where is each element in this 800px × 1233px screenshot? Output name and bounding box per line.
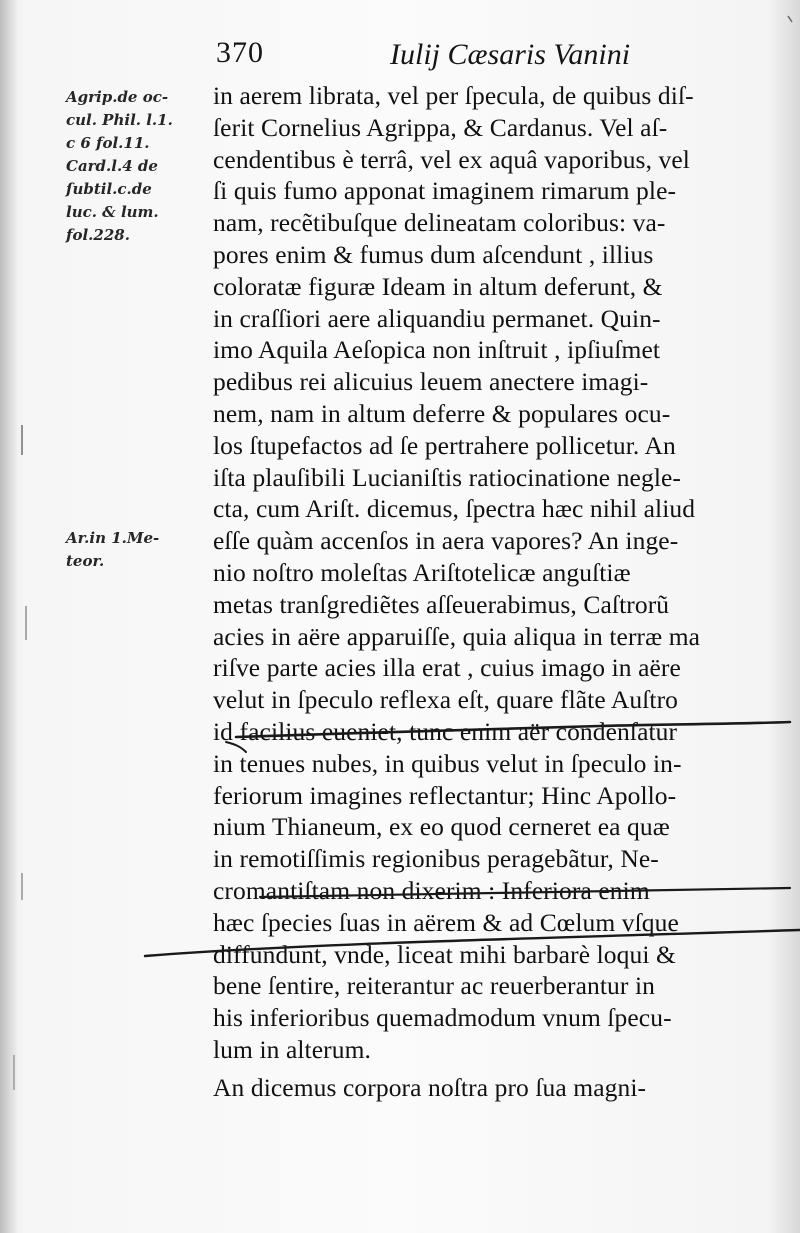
text-line: riſve parte acies illa erat , cuius imago in aëre (213, 653, 681, 683)
text-line: metas tranſgrediẽtes aſſeuerabimus, Caſtrorũ (213, 589, 670, 619)
text-line: cromantiſtam non dixerim : Inferiora enim (213, 875, 650, 905)
page-number: 370 (216, 36, 264, 69)
text-line: pores enim & fumus dum aſcendunt , illius (213, 239, 654, 269)
margin-note-line: fol.228. (66, 226, 130, 244)
margin-note-line: c 6 fol.11. (66, 134, 150, 152)
text-line: nium Thianeum, ex eo quod cerneret ea quæ (213, 812, 670, 842)
margin-note-line: Agrip.de oc- (66, 88, 169, 106)
margin-note-line: ſubtil.c.de (66, 180, 152, 198)
text-line: nam, recẽtibuſque delineatam coloribus: va- (213, 208, 666, 238)
text-line: in remotiſſimis regionibus peragebãtur, Ne- (213, 844, 659, 874)
text-line: diffundunt, vnde, liceat mihi barbarè loqui & (213, 939, 676, 969)
text-line: in aerem librata, vel per ſpecula, de quibus diſ- (213, 81, 694, 110)
margin-note-citations (66, 86, 216, 247)
margin-note-line: Ar.in 1.Me- (66, 529, 160, 547)
text-line: in tenues nubes, in quibus velut in ſpeculo in- (213, 748, 682, 778)
text-line-new-paragraph: An dicemus corpora noſtra pro ſua magni- (213, 1072, 647, 1102)
text-line: nem, nam in altum deferre & populares ocu- (213, 398, 671, 428)
text-line: bene ſentire, reiterantur ac reuerberantur in (213, 971, 655, 1001)
text-line: los ſtupefactos ad ſe pertrahere pollicetur. An (213, 430, 676, 460)
margin-note-line: cul. Phil. l.1. (66, 111, 173, 129)
text-line: iſta plauſibili Lucianiſtis ratiocinatione negle- (213, 462, 682, 492)
text-line: feriorum imagines reflectantur; Hinc Apollo- (213, 780, 677, 810)
text-line: his inferioribus quemadmodum vnum ſpecu- (213, 1003, 672, 1033)
page-header (200, 36, 790, 76)
text-line: nio noſtro moleſtas Ariſtotelicæ anguſtiæ (213, 557, 631, 587)
margin-note-line: luc. & lum. (66, 203, 159, 221)
margin-note-line: teor. (66, 552, 105, 570)
text-line: velut in ſpeculo reflexa eſt, quare flãte Auſtro (213, 685, 679, 715)
text-line: cendentibus è terrâ, vel ex aquâ vaporibus, vel (213, 144, 690, 174)
text-line: cta, cum Ariſt. dicemus, ſpectra hæc nihil aliud (213, 494, 696, 524)
margin-note-line: Card.l.4 de (66, 157, 158, 175)
body-text (213, 80, 793, 1104)
text-line: ſerit Cornelius Agrippa, & Cardanus. Vel aſ- (213, 112, 668, 142)
text-line: ſi quis fumo apponat imaginem rimarum ple- (213, 176, 677, 206)
binding-gutter (0, 0, 18, 1233)
page-corner-mark (788, 16, 792, 22)
text-line: coloratæ figuræ Ideam in altum deferunt, & (213, 271, 663, 301)
margin-note-aristotle (66, 527, 216, 573)
text-line: imo Aquila Aeſopica non inſtruit , ipſiuſmet (213, 335, 661, 365)
text-line: pedibus rei alicuius leuem anectere imagi- (213, 367, 649, 397)
running-title: Iulij Cæsaris Vanini (390, 38, 631, 71)
text-line: id facilius eueniet, tunc enim aër condenſatur (213, 716, 678, 746)
text-line: hæc ſpecies ſuas in aërem & ad Cœlum vſque (213, 907, 679, 937)
text-line: acies in aëre apparuiſſe, quia aliqua in terræ ma (213, 621, 701, 651)
text-line: eſſe quàm accenſos in aera vapores? An inge- (213, 526, 679, 556)
text-line: lum in alterum. (213, 1034, 372, 1064)
text-line: in craſſiori aere aliquandiu permanet. Quin- (213, 303, 661, 333)
